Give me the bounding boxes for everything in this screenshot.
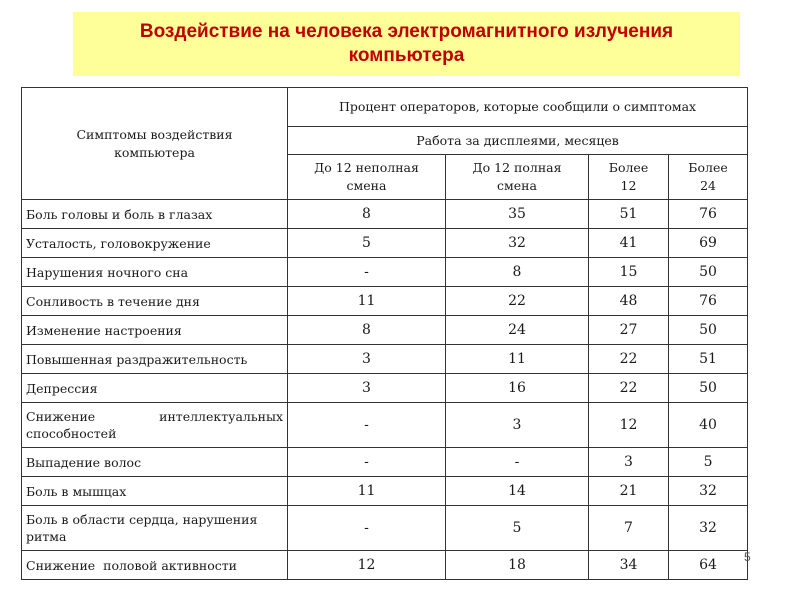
header-col-2-line-1: До 12 полная	[472, 160, 562, 175]
value-cell: 3	[589, 448, 669, 477]
value-cell: 50	[669, 374, 748, 403]
value-cell: 3	[288, 374, 446, 403]
page-title	[140, 20, 673, 68]
value-cell: -	[288, 403, 446, 448]
header-col-1-line-2: смена	[346, 178, 387, 193]
value-cell: 5	[288, 229, 446, 258]
value-cell: 8	[288, 200, 446, 229]
value-cell: 5	[446, 506, 589, 551]
value-cell: -	[288, 506, 446, 551]
header-col-3-line-2: 12	[620, 178, 637, 193]
header-col-4	[669, 155, 748, 200]
value-cell: 76	[669, 287, 748, 316]
value-cell: 7	[589, 506, 669, 551]
value-cell: 27	[589, 316, 669, 345]
table-row	[22, 506, 748, 551]
symptoms-table	[21, 87, 748, 580]
table-row	[22, 448, 748, 477]
value-cell: 21	[589, 477, 669, 506]
value-cell: 64	[669, 551, 748, 580]
table-row	[22, 345, 748, 374]
value-cell: 22	[589, 345, 669, 374]
value-cell: 40	[669, 403, 748, 448]
title-line-1: Воздействие на человека электромагнитного излучения	[139, 21, 674, 42]
value-cell: 24	[446, 316, 589, 345]
symptom-cell: Снижение интеллектуальных способностей	[22, 403, 288, 448]
value-cell: 11	[288, 477, 446, 506]
value-cell: 12	[589, 403, 669, 448]
value-cell: 69	[669, 229, 748, 258]
table-row	[22, 258, 748, 287]
header-col-1-line-1: До 12 неполная	[314, 160, 419, 175]
value-cell: 11	[288, 287, 446, 316]
symptom-cell: Сонливость в течение дня	[22, 287, 288, 316]
value-cell: 32	[669, 506, 748, 551]
symptom-cell: Изменение настроения	[22, 316, 288, 345]
value-cell: 22	[446, 287, 589, 316]
value-cell: 50	[669, 258, 748, 287]
header-col-1	[288, 155, 446, 200]
header-col-3	[589, 155, 669, 200]
value-cell: 50	[669, 316, 748, 345]
value-cell: 3	[288, 345, 446, 374]
value-cell: 48	[589, 287, 669, 316]
value-cell: 35	[446, 200, 589, 229]
value-cell: 11	[446, 345, 589, 374]
header-symptoms	[22, 88, 288, 200]
value-cell: 12	[288, 551, 446, 580]
symptom-cell: Депрессия	[22, 374, 288, 403]
symptom-cell: Усталость, головокружение	[22, 229, 288, 258]
table-row	[22, 229, 748, 258]
symptom-cell: Выпадение волос	[22, 448, 288, 477]
header-col-3-line-1: Более	[608, 160, 649, 175]
symptom-cell: Снижение половой активности	[22, 551, 288, 580]
value-cell: 8	[446, 258, 589, 287]
value-cell: 3	[446, 403, 589, 448]
value-cell: -	[288, 258, 446, 287]
value-cell: 22	[589, 374, 669, 403]
symptom-cell: Нарушения ночного сна	[22, 258, 288, 287]
value-cell: 34	[589, 551, 669, 580]
symptom-cell: Боль головы и боль в глазах	[22, 200, 288, 229]
value-cell: 51	[669, 345, 748, 374]
header-col-2-line-2: смена	[497, 178, 537, 193]
value-cell: -	[288, 448, 446, 477]
header-row-1	[22, 88, 748, 127]
title-banner	[73, 12, 740, 76]
header-symptoms-line-1: Симптомы воздействия	[76, 126, 233, 142]
value-cell: 16	[446, 374, 589, 403]
symptom-cell: Боль в мышцах	[22, 477, 288, 506]
table-row	[22, 374, 748, 403]
table-row	[22, 287, 748, 316]
table-row	[22, 477, 748, 506]
header-symptoms-line-2: компьютера	[114, 144, 195, 160]
symptom-cell: Боль в области сердца, нарушения ритма	[22, 506, 288, 551]
header-work: Работа за дисплеями, месяцев	[288, 127, 748, 155]
header-percent: Процент операторов, которые сообщили о симптомах	[288, 88, 748, 127]
value-cell: 41	[589, 229, 669, 258]
header-col-4-line-1: Более	[688, 160, 728, 175]
header-col-2	[446, 155, 589, 200]
value-cell: 18	[446, 551, 589, 580]
page-number: 5	[744, 550, 751, 564]
value-cell: 76	[669, 200, 748, 229]
table-row	[22, 200, 748, 229]
value-cell: 32	[669, 477, 748, 506]
value-cell: 5	[669, 448, 748, 477]
table-row	[22, 403, 748, 448]
table-row	[22, 551, 748, 580]
value-cell: 8	[288, 316, 446, 345]
value-cell: 14	[446, 477, 589, 506]
value-cell: 15	[589, 258, 669, 287]
symptom-cell: Повышенная раздражительность	[22, 345, 288, 374]
header-col-4-line-2: 24	[700, 178, 716, 193]
value-cell: 32	[446, 229, 589, 258]
title-line-2: компьютера	[348, 45, 465, 66]
table-row	[22, 316, 748, 345]
value-cell: -	[446, 448, 589, 477]
value-cell: 51	[589, 200, 669, 229]
